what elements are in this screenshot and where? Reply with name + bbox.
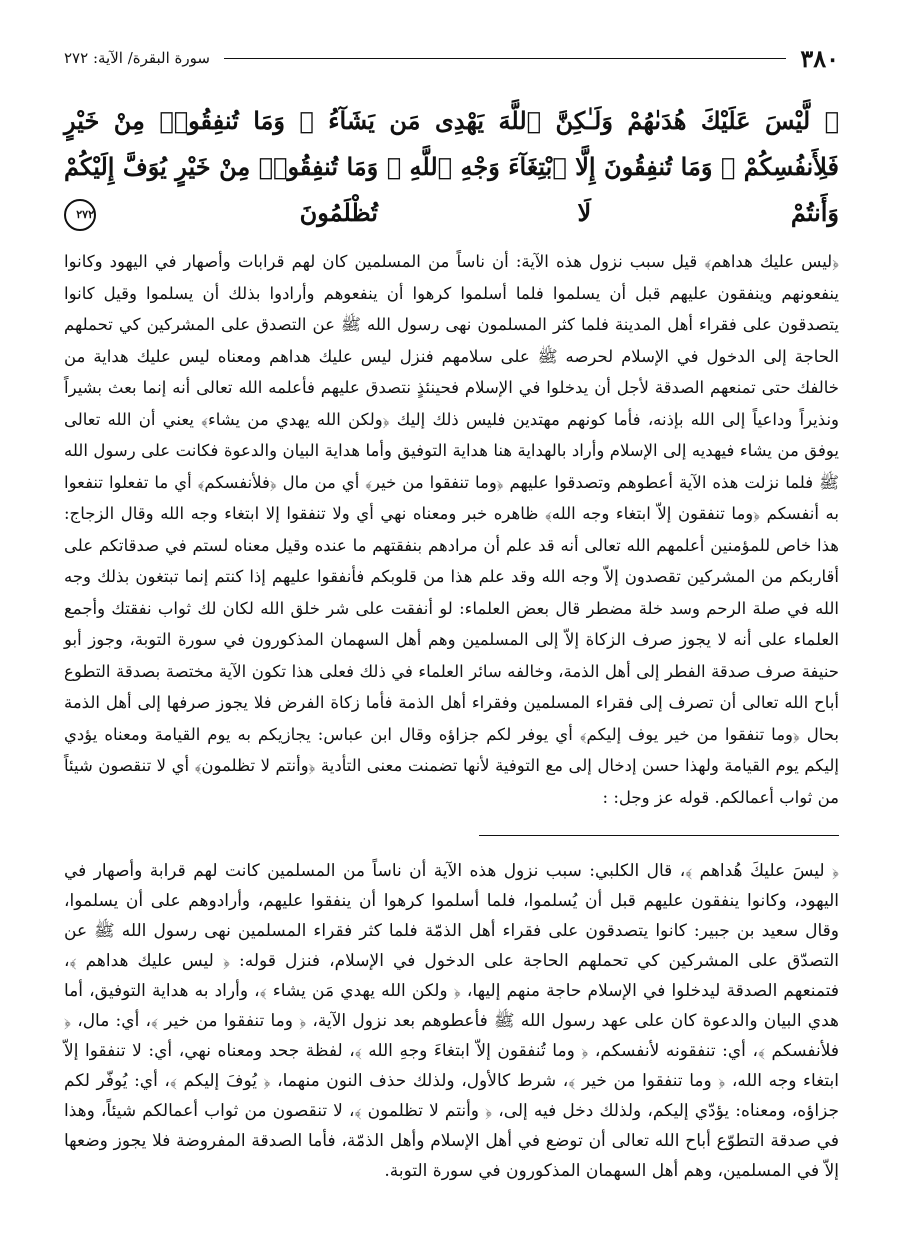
footnote-separator bbox=[479, 835, 839, 836]
footnote-commentary: ﴿ ليسَ عليكَ هُداهم ﴾، قال الكلبي: سبب نزول هذه الآية أن ناساً من المسلمين كانت لهم قرابة وأصهار في اليهود، وكانوا ينفقون عليهم قبل أن يُسلموا، فلما أسلموا كرهوا أن ينفقوا عليهم، وأرادوهم على أن يسلموا، وقال سعيد بن جبير: كانوا يتصدقون على فقراء أهل الذمّة فلما كثر فقراء المسلمين نهى رسول الله ﷺ عن التصدّق على المشركين كي تحملهم الحاجة على الدخول في الإسلام، فنزل قوله: ﴿ ليس عليك هداهم ﴾، فتمنعهم الصدقة ليدخلوا في الإسلام حاجة منهم إليها، ﴿ ولكن الله يهدي مَن يشاء ﴾، وأراد به هداية التوفيق، أما هدي البيان والدعوة كان على عهد رسول الله ﷺ فأعطوهم بعد نزول الآية، ﴿ وما تنفقوا من خير ﴾، أي: مال، ﴿ فلأنفسكم ﴾، أي: تنفقونه لأنفسكم، ﴿ وما تُنفقون إلاّ ابتغاءَ وجهِ الله ﴾، لفظة جحد ومعناه نهي، أي: لا تنفقوا إلاّ ابتغاء وجه الله، ﴿ وما تنفقوا من خير ﴾، شرط كالأول، ولذلك حذف النون منهما، ﴿ يُوفَ إليكم ﴾، أي: يُوفّر لكم جزاؤه، ومعناه: يؤدّي إليكم، ولذلك دخل فيه إلى، ﴿ وأنتم لا تظلمون ﴾، لا تنقصون من ثواب أعمالكم شيئاً، وهذا في صدقة التطوّع أباح الله تعالى أن توضع في أهل الإسلام وأهل الذمّة، فأما الصدقة المفروضة فلا يجوز وضعها إلاّ في المسلمين، وهم أهل السهمان المذكورون في سورة التوبة. bbox=[64, 861, 839, 1181]
header-rule bbox=[224, 58, 786, 59]
page-number: ٣٨٠ bbox=[800, 43, 839, 73]
surah-label: سورة البقرة/ الآية: ٢٧٢ bbox=[64, 49, 210, 67]
page-header bbox=[64, 36, 839, 80]
tafsir-commentary: ﴿ليس عليك هداهم﴾ قيل سبب نزول هذه الآية: أن ناساً من المسلمين كان لهم قرابات وأصهار في اليهود وكانوا ينفعونهم وينفقون عليهم قبل أن يسلموا فلما أسلموا كرهوا أن ينفعوهم وأرادوا بذلك أن يسلموا وقيل كانوا يتصدقون على فقراء أهل المدينة فلما كثر المسلمون نهى رسول الله ﷺ عن التصدق على المشركين كي تحملهم الحاجة إلى الدخول في الإسلام لحرصه ﷺ على سلامهم فنزل ليس عليك هداهم ومعناه ليس عليك هداية من خالفك حتى تمنعهم الصدقة لأجل أن يدخلوا في الإسلام فحينئذٍ نتصدق عليهم فأعلمه الله تعالى أنه إنما بعث بشيراً ونذيراً وداعياً إلى الله بإذنه، فأما كونهم مهتدين فليس ذلك إليك ﴿ولكن الله يهدي من يشاء﴾ يعني أن الله تعالى يوفق من يشاء فيهديه إلى الإسلام وأراد بالهداية هنا هداية التوفيق وأما هداية البيان والدعوة فكانت على رسول الله ﷺ فلما نزلت هذه الآية أعطوهم وتصدقوا عليهم ﴿وما تنفقوا من خير﴾ أي من مال ﴿فلأنفسكم﴾ أي ما تفعلوا تنفعوا به أنفسكم ﴿وما تنفقون إلاّ ابتغاء وجه الله﴾ ظاهره خبر ومعناه نهي أي ولا تنفقوا إلا ابتغاء وجه الله وقال الزجاج: هذا خاص للمؤمنين أعلمهم الله تعالى أنه قد علم أن مرادهم بنفقتهم ما عنده وقيل معناه لستم في صدقاتكم على أقاربكم من المشركين تقصدون إلاّ وجه الله وقد علم هذا من قلوبكم فأنفقوا عليهم إذا كنتم إنما تبتغون بذلك وجه الله في صلة الرحم وسد خلة مضطر قال بعض العلماء: لو أنفقت على شر خلق الله لكان لك ثواب نفقتك وأجمع العلماء على أنه لا يجوز صرف الزكاة إلاّ إلى المسلمين وهم أهل السهمان المذكورون في سورة التوبة، وجوز أبو حنيفة صرف صدقة الفطر إلى أهل الذمة، وخالفه سائر العلماء في ذلك فعلى هذا تكون الآية مختصة بصدقة التطوع أباح الله تعالى أن تصرف إلى فقراء المسلمين وفقراء أهل الذمة فأما زكاة الفرض فلا يجوز صرفها إلى أهل الذمة بحال ﴿وما تنفقوا من خير يوف إليكم﴾ أي يوفر لكم جزاؤه وقال ابن عباس: يجازيكم به يوم القيامة ومعناه يؤدي إليكم يوم القيامة ولهذا حسن إدخال إلى مع التوفية لأنها تضمنت معنى التأدية ﴿وأنتم لا تظلمون﴾ أي لا تنقصون شيئاً من ثواب أعمالكم. قوله عز وجل: : bbox=[64, 252, 840, 807]
verse-text: ﴿ لَّيْسَ عَلَيْكَ هُدَىٰهُمْ وَلَـٰكِنَّ ٱللَّهَ يَهْدِى مَن يَشَآءُ ۗ وَمَا تُنفِقُوا۟ مِنْ خَيْرٍ فَلِأَنفُسِكُمْ ۚ وَمَا تُنفِقُونَ إِلَّا ٱبْتِغَآءَ وَجْهِ ٱللَّهِ ۚ وَمَا تُنفِقُوا۟ مِنْ خَيْرٍ يُوَفَّ إِلَيْكُمْ وَأَنتُمْ لَا تُظْلَمُونَ bbox=[64, 106, 840, 227]
verse-number-marker: ٢٧٢ bbox=[64, 199, 96, 231]
quran-verse bbox=[64, 98, 839, 236]
